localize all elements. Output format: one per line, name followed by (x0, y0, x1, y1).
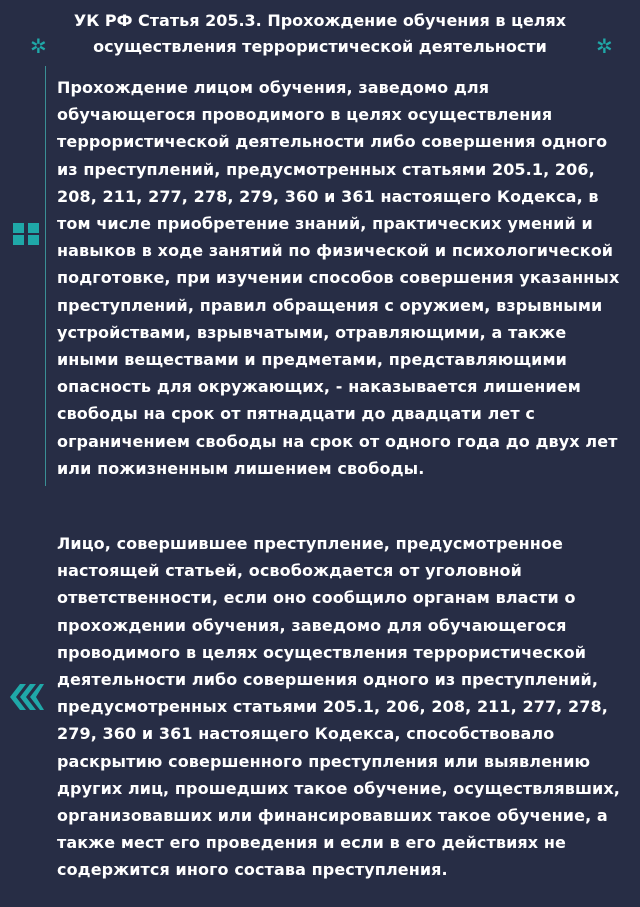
asterisk-icon: ✲ (596, 34, 613, 58)
paragraph-exemption: Лицо, совершившее преступление, предусмотренное настоящей статьей, освобождается от уголовной ответственности, если оно сообщило органам власти о прохождении обучения, заведомо для обучающегося проводимого в целях осуществления террористической деятельности либо совершения одного из преступлений, предусмотренных статьями 205.1, 206, 208, 211, 277, 278, 279, 360 и 361 настоящего Кодекса, способствовало раскрытию совершенного преступления или выявлению других лиц, прошедших такое обучение, осуществлявших, организовавших или финансировавших такое обучение, а также мест его проведения и если в его действиях не содержится иного состава преступления. (57, 534, 620, 880)
chevrons-left-icon (6, 682, 44, 712)
page-title: УК РФ Статья 205.3. Прохождение обучения в целях осуществления террористической деятельности (73, 11, 567, 56)
quote-divider (45, 66, 46, 486)
quote-icon (10, 220, 42, 248)
paragraph-punishment: Прохождение лицом обучения, заведомо для обучающегося проводимого в целях осуществления террористической деятельности либо совершения одного из преступлений, предусмотренных статьями 205.1, 206, 208, 211, 277, 278, 279, 360 и 361 настоящего Кодекса, в том числе приобретение знаний, практических умений и навыков в ходе занятий по физической и психологической подготовке, при изучении способов совершения указанных преступлений, правил обращения с оружием, взрывными устройствами, взрывчатыми, отравляющими, а также иными веществами и предметами, представляющими опасность для окружающих, - наказывается лишением свободы на срок от пятнадцати до двадцати лет с ограничением свободы на срок от одного года до двух лет или пожизненным лишением свободы. (57, 78, 620, 478)
asterisk-icon: ✲ (30, 34, 47, 58)
